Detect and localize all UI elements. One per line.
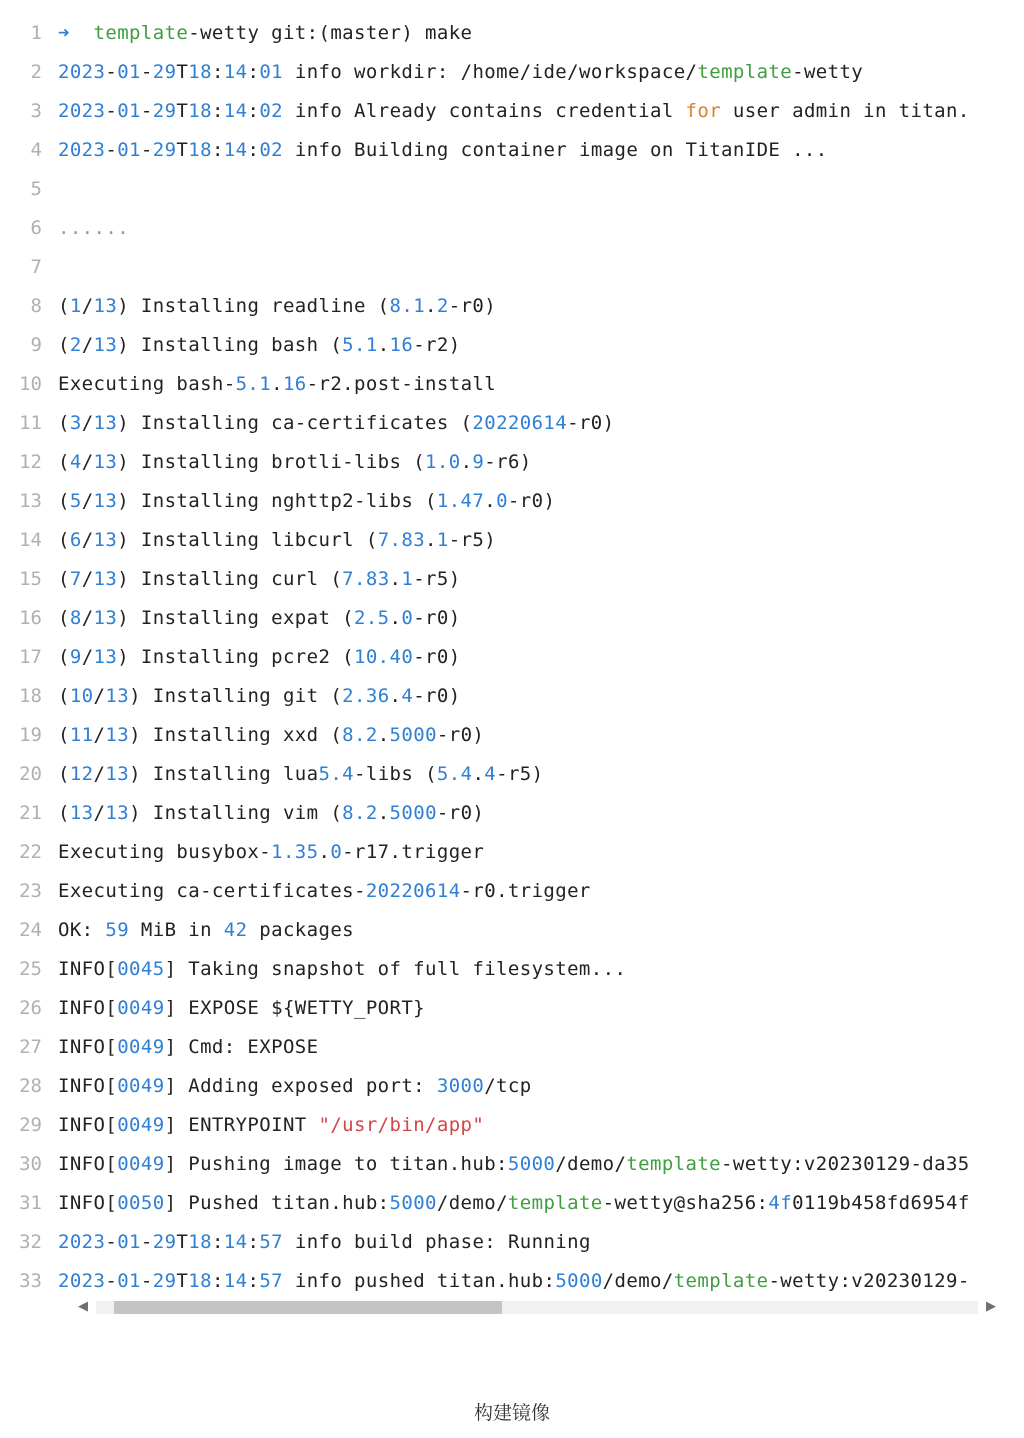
line-content: 2023-01-29T18:14:57 info pushed titan.hub:5000/demo/template-wetty:v20230129-: [58, 1270, 970, 1292]
line-content: 2023-01-29T18:14:01 info workdir: /home/ide/workspace/template-wetty: [58, 61, 864, 83]
terminal-line: [0, 802, 1024, 841]
terminal-line: [0, 880, 1024, 919]
terminal-line: [0, 61, 1024, 100]
terminal-line: [0, 1192, 1024, 1231]
terminal-line: [0, 451, 1024, 490]
line-content: INFO[0049] ENTRYPOINT "/usr/bin/app": [58, 1114, 485, 1136]
line-number: 2: [30, 61, 42, 83]
line-number: 12: [19, 451, 42, 473]
line-number: 19: [19, 724, 42, 746]
line-content: INFO[0049] Adding exposed port: 3000/tcp: [58, 1075, 532, 1097]
terminal-line: [0, 217, 1024, 256]
line-number: 26: [19, 997, 42, 1019]
terminal-line: [0, 178, 1024, 217]
line-number: 30: [19, 1153, 42, 1175]
line-content: (13/13) Installing vim (8.2.5000-r0): [58, 802, 485, 824]
terminal-line: [0, 1270, 1024, 1294]
terminal-line: [0, 100, 1024, 139]
line-number: 8: [30, 295, 42, 317]
line-number: 23: [19, 880, 42, 902]
line-number: 5: [30, 178, 42, 200]
line-number: 6: [30, 217, 42, 239]
line-content: INFO[0050] Pushed titan.hub:5000/demo/template-wetty@sha256:4f0119b458fd6954f: [58, 1192, 970, 1214]
line-content: ......: [58, 217, 130, 239]
line-number: 24: [19, 919, 42, 941]
line-number: 10: [19, 373, 42, 395]
terminal-line: [0, 919, 1024, 958]
line-content: OK: 59 MiB in 42 packages: [58, 919, 355, 941]
terminal-line: [0, 22, 1024, 61]
terminal-line: [0, 958, 1024, 997]
line-content: (1/13) Installing readline (8.1.2-r0): [58, 295, 497, 317]
terminal-line: [0, 568, 1024, 607]
line-number: 3: [30, 100, 42, 122]
line-content: (3/13) Installing ca-certificates (20220614-r0): [58, 412, 615, 434]
terminal-line: [0, 334, 1024, 373]
line-number: 1: [30, 22, 42, 44]
line-content: INFO[0045] Taking snapshot of full filesystem...: [58, 958, 627, 980]
line-number: 31: [19, 1192, 42, 1214]
line-number: 11: [19, 412, 42, 434]
line-number: 18: [19, 685, 42, 707]
line-number: 15: [19, 568, 42, 590]
line-number: 32: [19, 1231, 42, 1253]
line-content: (2/13) Installing bash (5.1.16-r2): [58, 334, 461, 356]
terminal-line: [0, 256, 1024, 295]
terminal-line: [0, 841, 1024, 880]
line-number: 29: [19, 1114, 42, 1136]
line-number: 27: [19, 1036, 42, 1058]
terminal-line: [0, 1114, 1024, 1153]
scroll-right-arrow-icon[interactable]: ▶: [986, 1299, 996, 1314]
line-number: 4: [30, 139, 42, 161]
line-content: (6/13) Installing libcurl (7.83.1-r5): [58, 529, 497, 551]
line-number: 17: [19, 646, 42, 668]
terminal-line: [0, 412, 1024, 451]
line-content: 2023-01-29T18:14:02 info Building container image on TitanIDE ...: [58, 139, 828, 161]
terminal-line: [0, 139, 1024, 178]
scrollbar-thumb[interactable]: [114, 1301, 502, 1314]
terminal-line: [0, 490, 1024, 529]
line-number: 9: [30, 334, 42, 356]
terminal-line: [0, 724, 1024, 763]
line-content: (9/13) Installing pcre2 (10.40-r0): [58, 646, 461, 668]
terminal-line: [0, 607, 1024, 646]
line-content: (7/13) Installing curl (7.83.1-r5): [58, 568, 461, 590]
line-number: 25: [19, 958, 42, 980]
line-number: 16: [19, 607, 42, 629]
line-content: (4/13) Installing brotli-libs (1.0.9-r6): [58, 451, 532, 473]
line-number: 33: [19, 1270, 42, 1292]
line-content: Executing ca-certificates-20220614-r0.trigger: [58, 880, 591, 902]
line-content: INFO[0049] Cmd: EXPOSE: [58, 1036, 319, 1058]
line-content: (11/13) Installing xxd (8.2.5000-r0): [58, 724, 485, 746]
line-content: Executing busybox-1.35.0-r17.trigger: [58, 841, 485, 863]
line-number: 14: [19, 529, 42, 551]
terminal-line: [0, 295, 1024, 334]
terminal-line: [0, 1075, 1024, 1114]
figure-caption: 构建镜像: [473, 1403, 550, 1424]
line-content: 2023-01-29T18:14:02 info Already contains credential for user admin in titan.: [58, 100, 970, 122]
line-number: 13: [19, 490, 42, 512]
scrollbar-track[interactable]: [96, 1301, 978, 1314]
terminal-line: [0, 1231, 1024, 1270]
scroll-left-arrow-icon[interactable]: ◀: [78, 1299, 88, 1314]
line-content: INFO[0049] Pushing image to titan.hub:5000/demo/template-wetty:v20230129-da35: [58, 1153, 970, 1175]
line-number: 21: [19, 802, 42, 824]
line-content: (5/13) Installing nghttp2-libs (1.47.0-r0): [58, 490, 556, 512]
terminal-line: [0, 646, 1024, 685]
line-number: 7: [30, 256, 42, 278]
terminal-line: [0, 1153, 1024, 1192]
terminal-line: [0, 685, 1024, 724]
terminal-line: [0, 529, 1024, 568]
terminal-line: [0, 373, 1024, 412]
line-number: 22: [19, 841, 42, 863]
line-number: 28: [19, 1075, 42, 1097]
line-content: (12/13) Installing lua5.4-libs (5.4.4-r5): [58, 763, 544, 785]
line-content: (10/13) Installing git (2.36.4-r0): [58, 685, 461, 707]
horizontal-scrollbar[interactable]: [0, 1294, 1024, 1320]
line-content: 2023-01-29T18:14:57 info build phase: Running: [58, 1231, 591, 1253]
line-content: Executing bash-5.1.16-r2.post-install: [58, 373, 497, 395]
line-content: ➜ template-wetty git:(master) make: [58, 22, 473, 44]
line-content: INFO[0049] EXPOSE ${WETTY_PORT}: [58, 997, 426, 1019]
line-content: (8/13) Installing expat (2.5.0-r0): [58, 607, 461, 629]
line-number: 20: [19, 763, 42, 785]
terminal-code-area[interactable]: [0, 22, 1024, 1294]
terminal-line: [0, 1036, 1024, 1075]
terminal-line: [0, 997, 1024, 1036]
terminal-line: [0, 763, 1024, 802]
